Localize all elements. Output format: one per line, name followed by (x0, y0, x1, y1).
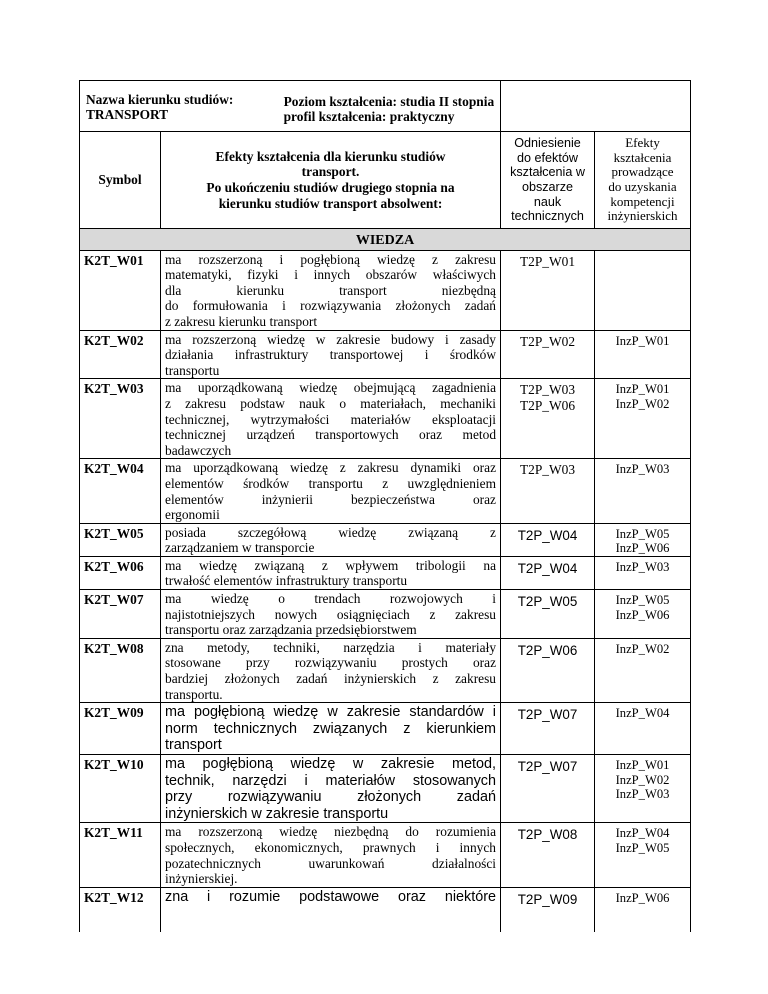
table-row (80, 887, 691, 932)
table-row (80, 755, 691, 823)
area-reference (501, 379, 595, 459)
engineering-code: InzP_W01 (615, 333, 670, 348)
description-line: ma rozszerzoną wiedzę niezbędną do rozumienia (165, 824, 497, 840)
description-line: ma wiedzę o trendach rozwojowych i (165, 591, 497, 607)
outcome-symbol: K2T_W10 (80, 755, 161, 823)
level-info (284, 92, 496, 125)
description-line: badawczych (165, 442, 232, 458)
program-label: Nazwa kierunku studiów: TRANSPORT (86, 91, 234, 123)
effects-column-header (161, 132, 501, 229)
engineering-code: InzP_W04 (615, 706, 670, 721)
reference-code: T2P_W07 (517, 707, 578, 723)
engineering-code: InzP_W06 (615, 890, 670, 905)
engineering-reference (595, 755, 691, 823)
reference-code: T2P_W08 (517, 827, 578, 843)
description-line: trwałość elementów infrastruktury transportu (165, 573, 408, 589)
reference-code: T2P_W05 (517, 594, 578, 610)
engineering-header-line: kształcenia (613, 149, 672, 165)
engineering-reference (595, 459, 691, 523)
engineering-code: InzP_W01 (615, 758, 670, 772)
outcome-symbol: K2T_W04 (80, 459, 161, 523)
description-line: inżynierskiej. (165, 871, 238, 887)
engineering-column-header (595, 132, 691, 229)
section-title: WIEDZA (80, 229, 691, 251)
reference-header-line: nauk (533, 194, 562, 209)
description-line: stosowane przy rozwiązywaniu prostych oraz (165, 655, 497, 671)
reference-code: T2P_W02 (519, 333, 576, 349)
table-row (80, 459, 691, 523)
reference-code: T2P_W06 (519, 397, 576, 413)
description-line: ma pogłębioną wiedzę w zakresie metod, (165, 756, 497, 772)
outcome-symbol: K2T_W06 (80, 556, 161, 589)
table-row (80, 250, 691, 330)
description-line: działania infrastruktury transportowej i środków (165, 347, 497, 363)
engineering-header-line: prowadzące (611, 164, 674, 180)
area-reference (501, 703, 595, 755)
engineering-reference (595, 638, 691, 702)
outcome-description (161, 459, 501, 523)
outcome-description (161, 523, 501, 556)
table-row (80, 703, 691, 755)
engineering-code: InzP_W06 (615, 541, 670, 556)
engineering-code: InzP_W05 (615, 840, 670, 855)
outcome-description (161, 887, 501, 932)
effects-header-line: kierunku studiów transport absolwent: (218, 195, 443, 211)
column-header-row (80, 132, 691, 229)
outcome-description (161, 556, 501, 589)
program-header-row (80, 81, 691, 132)
table-row (80, 590, 691, 639)
program-name (80, 81, 501, 132)
reference-code: T2P_W03 (519, 462, 576, 478)
reference-code: T2P_W06 (517, 642, 578, 658)
outcome-symbol: K2T_W03 (80, 379, 161, 459)
reference-code: T2P_W01 (519, 253, 576, 269)
description-line: najistotniejszych nowych osiągnięciach z zakresu (165, 606, 497, 622)
engineering-code: InzP_W03 (615, 462, 670, 477)
effects-header-line: transport. (301, 164, 360, 180)
learning-outcomes-table (79, 80, 691, 932)
area-reference (501, 523, 595, 556)
header-empty-cell (501, 81, 691, 132)
area-reference (501, 887, 595, 932)
description-line: dla kierunku transport niezbędną (165, 282, 497, 298)
description-line: przy rozwiązywaniu złożonych zadań (165, 789, 497, 806)
description-line: technik, narzędzi i materiałów stosowanych (165, 772, 497, 789)
outcome-symbol: K2T_W11 (80, 823, 161, 887)
outcome-symbol: K2T_W08 (80, 638, 161, 702)
engineering-reference (595, 379, 691, 459)
area-reference (501, 556, 595, 589)
description-line: z zakresu podstaw nauk o materiałach, mechaniki (165, 395, 497, 411)
outcome-description (161, 823, 501, 887)
section-row (80, 229, 691, 251)
description-line: bardziej złożonych zadań inżynierskich z zakresu (165, 671, 497, 687)
reference-code: T2P_W04 (517, 560, 578, 576)
symbol-column-header: Symbol (80, 132, 161, 229)
description-line: ma rozszerzoną wiedzę w zakresie budowy i zasady (165, 331, 497, 347)
outcome-description (161, 638, 501, 702)
engineering-reference (595, 703, 691, 755)
engineering-code: InzP_W02 (615, 772, 670, 787)
area-reference (501, 755, 595, 823)
table-row (80, 330, 691, 379)
level-line-1: Poziom kształcenia: studia II stopnia (283, 93, 495, 109)
reference-header-line: obszarze (521, 180, 574, 194)
table-row (80, 523, 691, 556)
outcome-symbol: K2T_W05 (80, 523, 161, 556)
description-line: elementów środków transportu z uwzględnieniem (165, 475, 497, 491)
description-line: zna metody, techniki, narzędzia i materiały (165, 639, 497, 655)
reference-header-line: Odniesienie (514, 136, 581, 151)
engineering-reference (595, 250, 691, 330)
area-reference (501, 459, 595, 523)
reference-code: T2P_W04 (517, 527, 578, 543)
area-reference (501, 250, 595, 330)
engineering-code: InzP_W03 (615, 559, 670, 574)
area-reference (501, 590, 595, 639)
outcome-description (161, 755, 501, 823)
description-line: ma uporządkowaną wiedzę z zakresu dynamiki oraz (165, 460, 497, 476)
engineering-code: InzP_W03 (615, 787, 670, 802)
description-line: społecznych, ekonomicznych, prawnych i innych (165, 839, 497, 855)
table-row (80, 379, 691, 459)
outcome-description (161, 330, 501, 379)
description-line: transportu. (165, 686, 223, 702)
description-line: inżynierskich w zakresie transportu (165, 805, 389, 822)
outcome-description (161, 703, 501, 755)
outcome-symbol: K2T_W09 (80, 703, 161, 755)
engineering-header-line: inżynierskich (607, 208, 678, 224)
outcome-description (161, 379, 501, 459)
engineering-header-line: do uzyskania (608, 179, 677, 194)
engineering-reference (595, 823, 691, 887)
table-row (80, 556, 691, 589)
engineering-header-line: Efekty (625, 135, 660, 151)
engineering-reference (595, 523, 691, 556)
table-row (80, 638, 691, 702)
area-reference (501, 330, 595, 379)
reference-header-line: do efektów (517, 150, 578, 165)
reference-header-line: kształcenia w (510, 165, 585, 180)
engineering-code: InzP_W02 (615, 396, 670, 411)
description-line: ma wiedzę związaną z wpływem tribologii na (165, 557, 497, 573)
outcome-symbol: K2T_W02 (80, 330, 161, 379)
level-line-2: profil kształcenia: praktyczny (283, 109, 455, 125)
engineering-reference (595, 887, 691, 932)
description-line: do formułowania i rozwiązywania złożonych zadań (165, 298, 497, 314)
outcome-symbol: K2T_W12 (80, 887, 161, 932)
engineering-code: InzP_W04 (615, 826, 670, 841)
effects-header-line: Po ukończeniu studiów drugiego stopnia na (206, 180, 455, 195)
area-reference (501, 638, 595, 702)
description-line: technicznej, wytrzymałości materiałów eksploatacji (165, 411, 497, 427)
outcome-description (161, 250, 501, 330)
description-line: transportu (165, 362, 220, 378)
reference-code: T2P_W03 (519, 382, 576, 398)
description-line: norm technicznych związanych z kierunkiem (165, 720, 497, 737)
reference-code: T2P_W09 (517, 891, 578, 907)
engineering-header-line: kompetencji (610, 193, 675, 209)
description-line: pozatechnicznych uwarunkowań działalności (165, 855, 497, 871)
engineering-reference (595, 556, 691, 589)
description-line: technicznej urządzeń transportowych oraz metod (165, 427, 497, 443)
description-line: transport (165, 737, 222, 754)
description-line: elementów inżynierii bezpieczeństwa oraz (165, 491, 497, 507)
description-line: ergonomii (165, 507, 220, 523)
engineering-code: InzP_W05 (615, 593, 670, 608)
outcome-symbol: K2T_W07 (80, 590, 161, 639)
description-line: ma rozszerzoną i pogłębioną wiedzę z zakresu (165, 251, 497, 267)
reference-header-line: technicznych (511, 209, 584, 224)
outcome-symbol: K2T_W01 (80, 250, 161, 330)
description-line: zarządzaniem w transporcie (165, 540, 315, 556)
description-line: matematyki, fizyki i innych obszarów właściwych (165, 267, 497, 283)
engineering-reference (595, 590, 691, 639)
engineering-code: InzP_W05 (615, 526, 670, 541)
document-page (79, 80, 690, 932)
engineering-code: InzP_W06 (615, 607, 670, 622)
engineering-code: InzP_W02 (615, 641, 670, 656)
effects-header-line: Efekty kształcenia dla kierunku studiów (215, 148, 446, 164)
description-line: posiada szczegółową wiedzę związaną z (165, 524, 497, 540)
description-line: z zakresu kierunku transport (165, 313, 318, 329)
outcome-description (161, 590, 501, 639)
description-line: ma uporządkowaną wiedzę obejmującą zagadnienia (165, 380, 497, 396)
reference-column-header (501, 132, 595, 229)
reference-code: T2P_W07 (517, 759, 578, 774)
engineering-code: InzP_W01 (615, 382, 670, 397)
description-line: transportu oraz zarządzania przedsiębiorstwem (165, 622, 417, 638)
area-reference (501, 823, 595, 887)
outcome-rows (80, 250, 691, 932)
description-line: zna i rozumie podstawowe oraz niektóre (165, 888, 497, 905)
description-line: ma pogłębioną wiedzę w zakresie standardów i (165, 704, 497, 721)
engineering-reference (595, 330, 691, 379)
table-row (80, 823, 691, 887)
